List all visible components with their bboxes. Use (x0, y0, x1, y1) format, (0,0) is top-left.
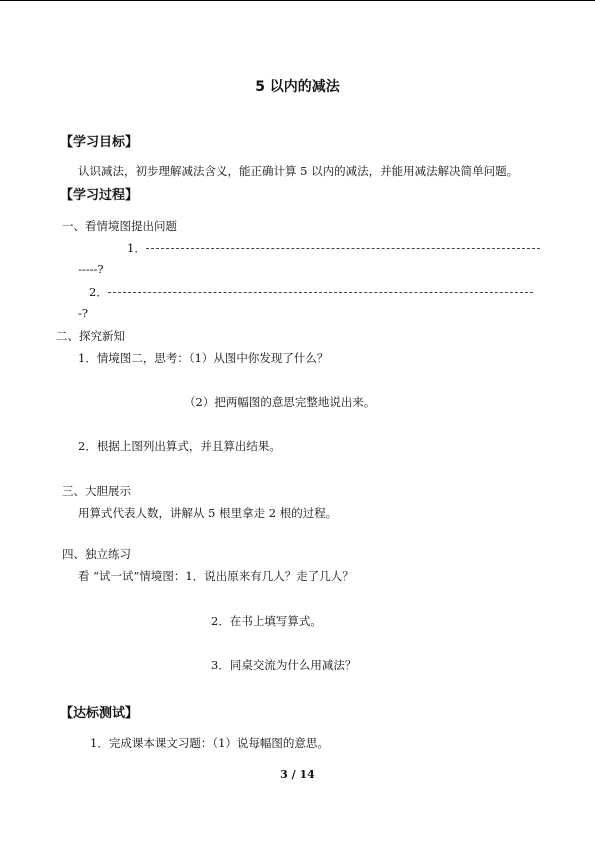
question2-blank-line (108, 292, 533, 293)
test-item1: 1．完成课本课文习题：（1）说每幅图的意思。 (90, 736, 329, 750)
top-border-line (0, 0, 595, 1)
part2-item1: 1．情境图二，思考：（1）从图中你发现了什么？ (78, 351, 329, 365)
test-heading: 【达标测试】 (60, 706, 139, 721)
part4-item2: 2．在书上填写算式。 (211, 614, 322, 628)
page-number: 3 / 14 (280, 768, 315, 781)
part3-heading: 三、大胆展示 (62, 484, 131, 498)
part4-item1: 看 “试一试”情境图：1．说出原来有几人？走了几人？ (78, 569, 354, 583)
part2-heading: 二、探究新知 (56, 329, 125, 343)
objective-heading: 【学习目标】 (60, 135, 139, 150)
question1-tail: -----? (78, 262, 104, 276)
process-heading: 【学习过程】 (60, 188, 139, 203)
question2-tail: -? (78, 306, 89, 320)
part4-heading: 四、独立练习 (62, 547, 131, 561)
page-title: 5 以内的减法 (255, 79, 340, 95)
part2-item2: 2．根据上图列出算式，并且算出结果。 (78, 439, 281, 453)
objective-text: 认识减法，初步理解减法含义，能正确计算 5 以内的减法，并能用减法解决简单问题。 (78, 164, 519, 178)
part1-heading: 一、看情境图提出问题 (62, 219, 177, 233)
part3-text: 用算式代表人数，讲解从 5 根里拿走 2 根的过程。 (78, 506, 338, 520)
question2-number: 2． (89, 285, 108, 299)
question1-number: 1． (127, 241, 146, 255)
part2-item1b: （2）把两幅图的意思完整地说出来。 (184, 395, 376, 409)
question1-blank-line (146, 248, 540, 249)
part4-item3: 3．同桌交流为什么用减法？ (211, 658, 357, 672)
